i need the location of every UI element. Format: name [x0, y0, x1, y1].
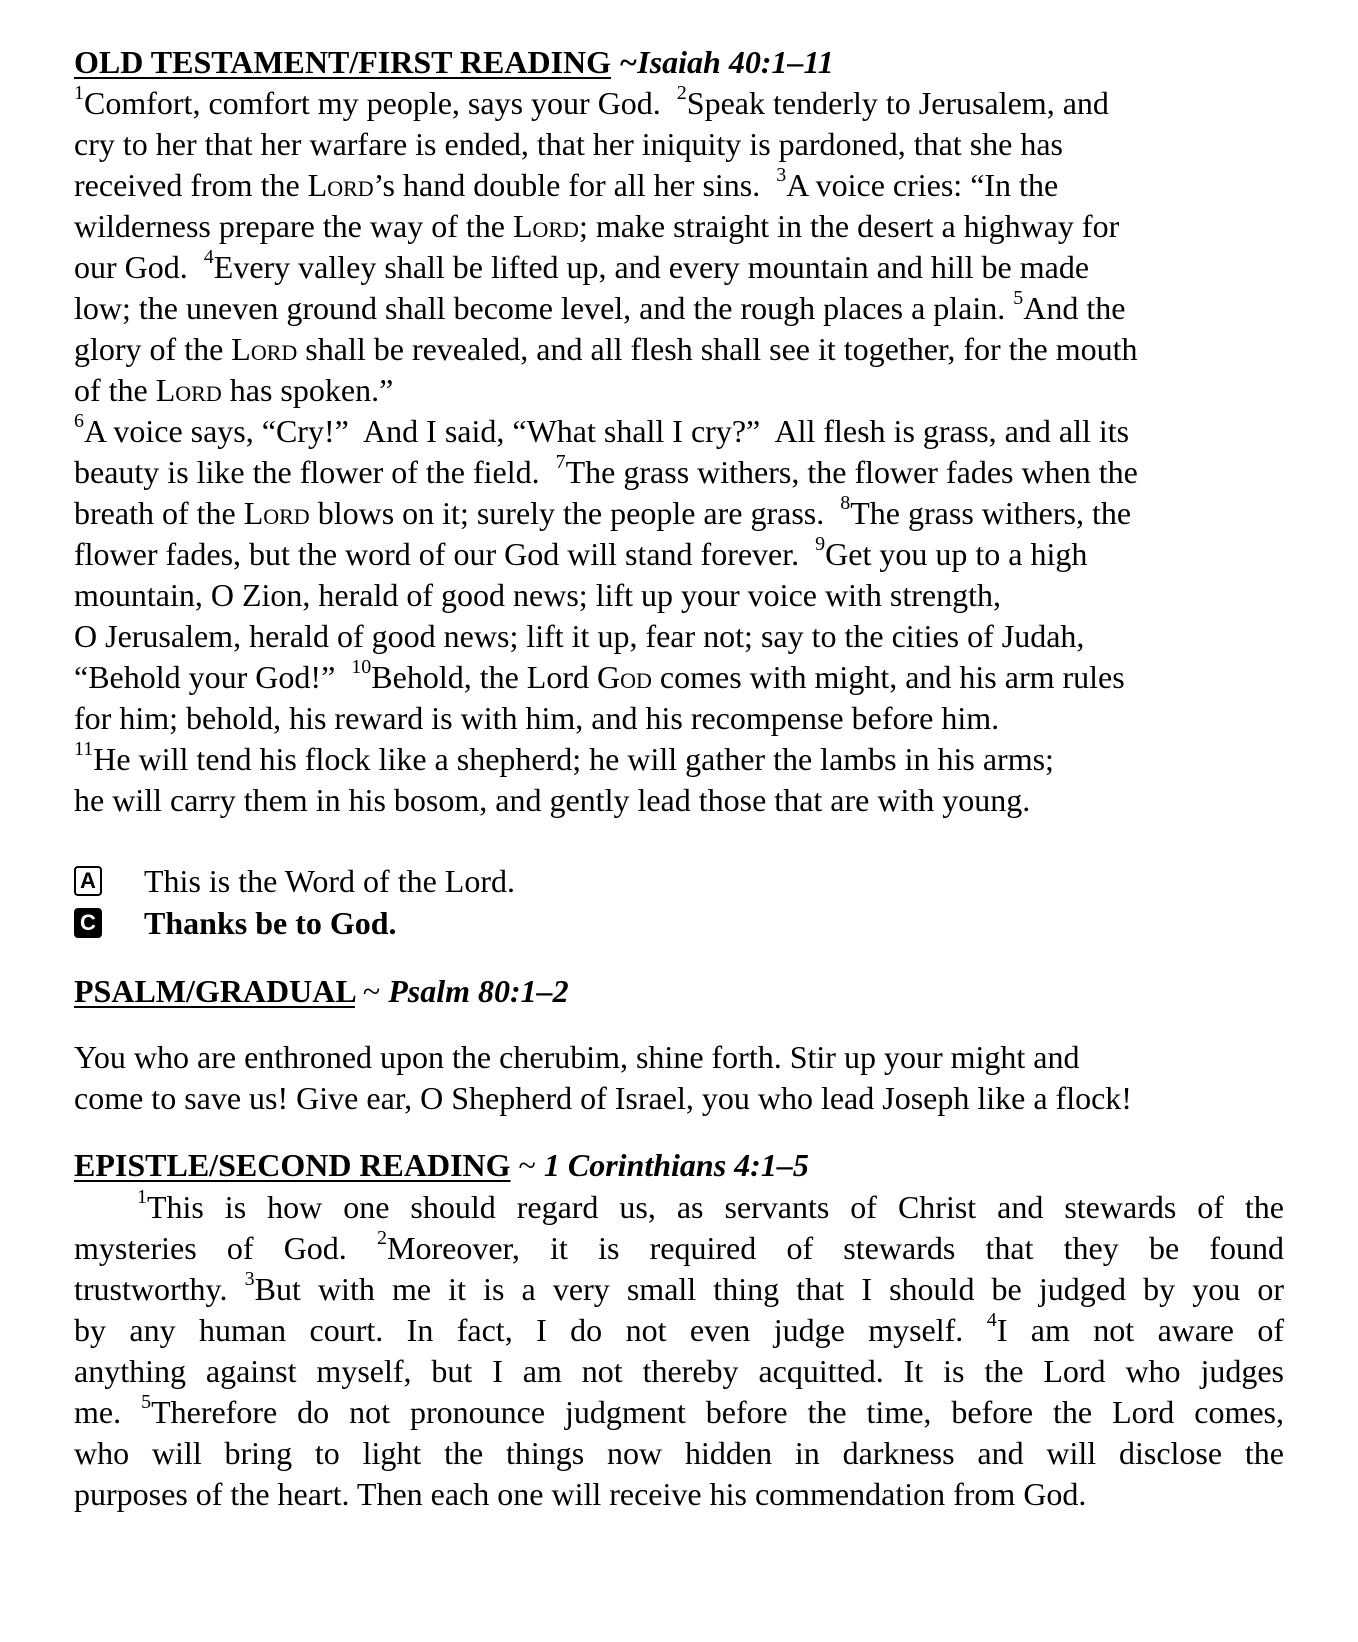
text-line	[74, 1269, 1284, 1310]
verse-text: “Behold your God!”	[74, 659, 352, 695]
verse-text: ; make straight in the desert a highway for	[578, 208, 1120, 244]
verse-number: 5	[141, 1391, 152, 1414]
verse-number: 1	[136, 1186, 147, 1209]
psalm-separator: ~	[362, 973, 381, 1009]
text-line	[74, 698, 1284, 739]
verse-text: by any human court. In fact, I do not even judge myself.	[74, 1312, 987, 1348]
response-congregation	[74, 901, 1284, 945]
verse-text: comes with might, and his arm rules	[651, 659, 1125, 695]
verse-text: cry to her that her warfare is ended, that her iniquity is pardoned, that she has	[74, 126, 1063, 162]
verse-text: shall be revealed, and all flesh shall see it together, for the mouth	[297, 331, 1138, 367]
second-reading-title: EPISTLE/SECOND READING	[74, 1147, 511, 1183]
verse-number: 10	[351, 656, 372, 679]
text-line	[74, 1228, 1284, 1269]
text-line	[74, 657, 1284, 698]
response-congregation-text: Thanks be to God.	[144, 905, 397, 941]
text-line	[74, 616, 1284, 657]
second-reading-reference: 1 Corinthians 4:1–5	[543, 1147, 809, 1183]
verse-text: Every valley shall be lifted up, and every mountain and hill be made	[213, 249, 1090, 285]
text-line	[74, 780, 1284, 821]
text-line	[74, 575, 1284, 616]
second-reading-separator: ~	[518, 1147, 536, 1183]
verse-number: 4	[986, 1309, 997, 1332]
verse-number: 5	[1013, 287, 1024, 310]
text-line	[74, 1392, 1284, 1433]
verse-text: beauty is like the flower of the field.	[74, 454, 556, 490]
verse-text: purposes of the heart. Then each one will receive his commendation from God.	[74, 1476, 1087, 1512]
verse-text: trustworthy.	[74, 1271, 245, 1307]
verse-text: has spoken.”	[221, 372, 394, 408]
text-line	[74, 1187, 1284, 1228]
verse-text: he will carry them in his bosom, and gently lead those that are with young.	[74, 782, 1031, 818]
response-leader	[74, 859, 1284, 903]
verse-text: Moreover, it is required of stewards that they be found	[387, 1230, 1285, 1266]
verse-text: ’s hand double for all her sins.	[373, 167, 777, 203]
verse-text: But with me it is a very small thing that I should be judged by you or	[254, 1271, 1285, 1307]
psalm-line: come to save us! Give ear, O Shepherd of Israel, you who lead Joseph like a flock!	[74, 1080, 1132, 1116]
text-line	[74, 1351, 1284, 1392]
verse-text: received from the	[74, 167, 308, 203]
response-leader-text: This is the Word of the Lord.	[144, 863, 515, 899]
verse-text: This is how one should regard us, as servants of Christ and stewards of the	[146, 1189, 1285, 1225]
verse-text: I am not aware of	[996, 1312, 1285, 1348]
first-reading-heading	[74, 40, 1284, 84]
verse-text: flower fades, but the word of our God will stand forever.	[74, 536, 816, 572]
psalm-title: PSALM/GRADUAL	[74, 973, 355, 1009]
verse-number: 11	[74, 738, 94, 761]
verse-text: He will tend his flock like a shepherd; he will gather the lambs in his arms;	[93, 741, 1054, 777]
divine-name: Lord	[155, 372, 222, 408]
verse-text: And the	[1023, 290, 1126, 326]
second-reading-heading	[74, 1143, 1284, 1187]
verse-text: wilderness prepare the way of the	[74, 208, 513, 244]
verse-number: 8	[840, 492, 851, 515]
text-line	[74, 247, 1284, 288]
verse-number: 2	[377, 1227, 388, 1250]
verse-text: mountain, O Zion, herald of good news; lift up your voice with strength,	[74, 577, 1001, 613]
first-reading-title: OLD TESTAMENT/FIRST READING	[74, 44, 612, 80]
verse-text: our God.	[74, 249, 204, 285]
bulletin-page	[74, 36, 1284, 1515]
verse-text: The grass withers, the	[850, 495, 1132, 531]
verse-text: of the	[74, 372, 156, 408]
verse-text: Get you up to a high	[825, 536, 1088, 572]
first-reading-separator: ~	[619, 44, 638, 80]
verse-text: The grass withers, the flower fades when the	[565, 454, 1138, 490]
text-line	[74, 411, 1284, 452]
psalm-text	[74, 1037, 1284, 1119]
divine-name: Lord	[307, 167, 374, 203]
text-line	[74, 1433, 1284, 1474]
second-reading-text	[74, 1187, 1284, 1515]
psalm-heading	[74, 969, 1284, 1013]
text-line	[74, 739, 1284, 780]
psalm-line: You who are enthroned upon the cherubim, shine forth. Stir up your might and	[74, 1039, 1080, 1075]
psalm-reference: Psalm 80:1–2	[388, 973, 569, 1009]
verse-text	[74, 1189, 137, 1225]
text-line	[74, 452, 1284, 493]
verse-number: 9	[815, 533, 826, 556]
verse-number: 1	[74, 82, 84, 105]
text-line	[74, 83, 1284, 124]
divine-name: Lord	[512, 208, 579, 244]
text-line	[74, 206, 1284, 247]
verse-number: 3	[776, 164, 787, 187]
text-line	[74, 165, 1284, 206]
verse-text: anything against myself, but I am not thereby acquitted. It is the Lord who judges	[74, 1353, 1284, 1389]
first-reading-reference: Isaiah 40:1–11	[637, 44, 834, 80]
verse-text: A voice says, “Cry!” And I said, “What shall I cry?” All flesh is grass, and all its	[84, 413, 1130, 449]
verse-text: low; the uneven ground shall become level, and the rough places a plain.	[74, 290, 1014, 326]
text-line	[74, 1310, 1284, 1351]
divine-name: God	[597, 659, 652, 695]
text-line	[74, 288, 1284, 329]
divine-name: Lord	[231, 331, 298, 367]
verse-text: O Jerusalem, herald of good news; lift it up, fear not; say to the cities of Judah,	[74, 618, 1085, 654]
verse-number: 3	[244, 1268, 255, 1291]
congregation-badge-icon: C	[74, 908, 102, 938]
verse-number: 7	[555, 451, 566, 474]
verse-text: me.	[74, 1394, 142, 1430]
text-line	[74, 329, 1284, 370]
verse-text: mysteries of God.	[74, 1230, 378, 1266]
verse-text: breath of the	[74, 495, 244, 531]
verse-text: blows on it; surely the people are grass.	[309, 495, 841, 531]
verse-text: Therefore do not pronounce judgment before the time, before the Lord comes,	[151, 1394, 1285, 1430]
text-line	[74, 370, 1284, 411]
verse-text: who will bring to light the things now hidden in darkness and will disclose the	[74, 1435, 1284, 1471]
divine-name: Lord	[243, 495, 310, 531]
text-line	[74, 534, 1284, 575]
text-line	[74, 124, 1284, 165]
verse-number: 2	[676, 82, 687, 105]
verse-text: glory of the	[74, 331, 232, 367]
verse-text: Behold, the Lord	[371, 659, 597, 695]
verse-text: Comfort, comfort my people, says your God.	[84, 85, 677, 121]
text-line	[74, 493, 1284, 534]
verse-number: 4	[203, 246, 214, 269]
verse-text: for him; behold, his reward is with him, and his recompense before him.	[74, 700, 1000, 736]
verse-text: Speak tenderly to Jerusalem, and	[686, 85, 1109, 121]
text-line	[74, 1474, 1284, 1515]
verse-text: A voice cries: “In the	[786, 167, 1059, 203]
leader-badge-icon: A	[74, 866, 102, 896]
verse-number: 6	[74, 410, 84, 433]
first-reading-text	[74, 83, 1284, 821]
